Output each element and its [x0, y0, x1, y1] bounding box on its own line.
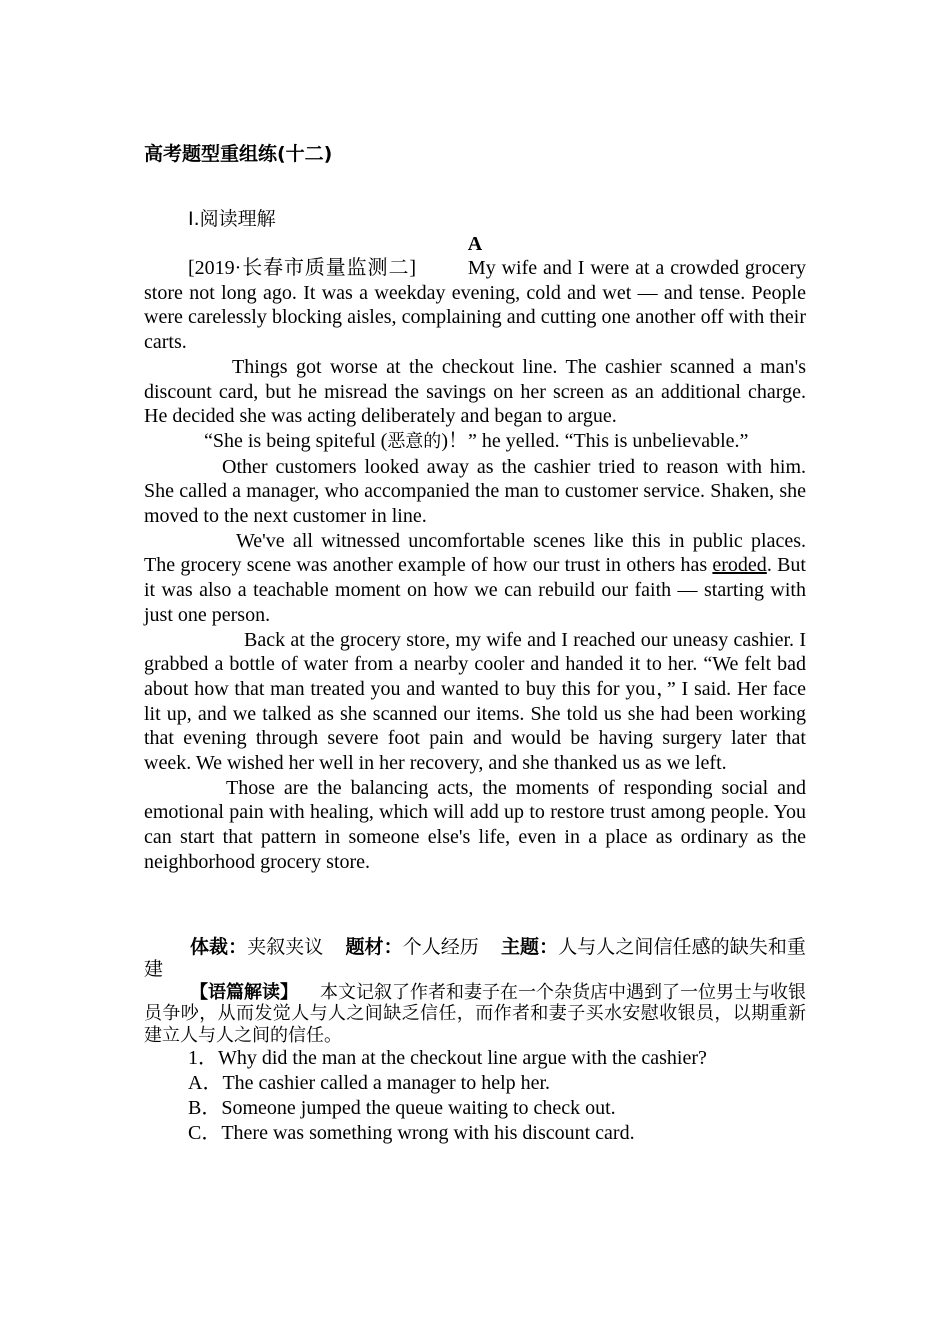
- genre-value: 夹叙夹议: [247, 935, 324, 958]
- theme-label: 主题：: [500, 935, 559, 958]
- passage-paragraph-6: Back at the grocery store, my wife and I reached our uneasy cashier. I grabbed a bottle of water from a nearby cooler and handed it to her. “We felt bad about how that man treated you and wanted to buy this for you，” I said. Her face lit up, and we talked as she scanned our items. She told us she had been working that evening through severe foot pain and would be having surgery later that week. We wished her well in her recovery, and she thanked us as we left.: [144, 628, 806, 775]
- passage-paragraph-3: [144, 429, 806, 455]
- paragraph-1-text: My wife and I were at a crowded grocery store not long ago. It was a weekday evening, cold and wet — and tense. People were carelessly blocking aisles, complaining and cutting one another off with their carts.: [144, 257, 807, 354]
- option-c[interactable]: C．There was something wrong with his discount card.: [188, 1122, 635, 1145]
- genre-label: 体裁：: [190, 935, 248, 958]
- paragraph-5-text-a: We've all witnessed uncomfortable scenes like this in public places. The grocery scene was another example of how our trust in others has: [144, 529, 806, 577]
- passage-label: A: [467, 233, 483, 255]
- passage-meta: [144, 936, 806, 980]
- option-a[interactable]: A．The cashier called a manager to help her.: [188, 1072, 551, 1095]
- passage-paragraph-1: [144, 256, 806, 355]
- passage-paragraph-2: Things got worse at the checkout line. The cashier scanned a man's discount card, but he misread the savings on her screen as an additional charge. He decided she was acting deliberately and began to argue.: [144, 355, 806, 428]
- quote-part-2: )！” he yelled. “This is unbelievable.”: [441, 429, 749, 452]
- topic-value: 个人经历: [402, 935, 479, 958]
- option-b[interactable]: B．Someone jumped the queue waiting to check out.: [188, 1097, 616, 1120]
- page-title: 高考题型重组练(十二): [144, 143, 333, 165]
- underlined-word: eroded: [712, 554, 767, 577]
- passage-paragraph-5: [144, 529, 806, 628]
- question-stem: 1．Why did the man at the checkout line argue with the cashier?: [188, 1047, 707, 1070]
- topic-label: 题材：: [345, 935, 403, 958]
- question-1: [144, 1046, 806, 1146]
- spacer: [144, 875, 806, 936]
- passage-paragraph-4: Other customers looked away as the cashier tried to reason with him. She called a manager, who accompanied the man to customer service. Shaken, she moved to the next customer in line.: [144, 455, 806, 528]
- passage-analysis: [144, 982, 806, 1047]
- analysis-text: 本文记叙了作者和妻子在一个杂货店中遇到了一位男士与收银员争吵，从而发觉人与人之间缺乏信任，而作者和妻子买水安慰收银员，以期重新建立人与人之间的信任。: [144, 981, 806, 1046]
- theme-value: 人与人之间信任感的缺失和重建: [144, 935, 806, 980]
- quote-part-1: “She is being spiteful (: [204, 429, 388, 452]
- paragraph-5-text-b: . But it was also a teachable moment on how we can rebuild our faith — starting with just one person.: [144, 554, 806, 626]
- analysis-label: 【语篇解读】: [190, 981, 298, 1003]
- section-heading: Ⅰ.阅读理解: [188, 208, 276, 230]
- passage-paragraph-7: Those are the balancing acts, the moments of responding social and emotional pain with healing, which will add up to restore trust among people. You can start that pattern in someone else's life, even in a place as ordinary as the neighborhood grocery store.: [144, 776, 806, 873]
- vocabulary-gloss: 恶意的: [387, 430, 442, 452]
- source-citation: [2019·长春市质量监测二]: [188, 257, 417, 279]
- document-page: [144, 140, 806, 1146]
